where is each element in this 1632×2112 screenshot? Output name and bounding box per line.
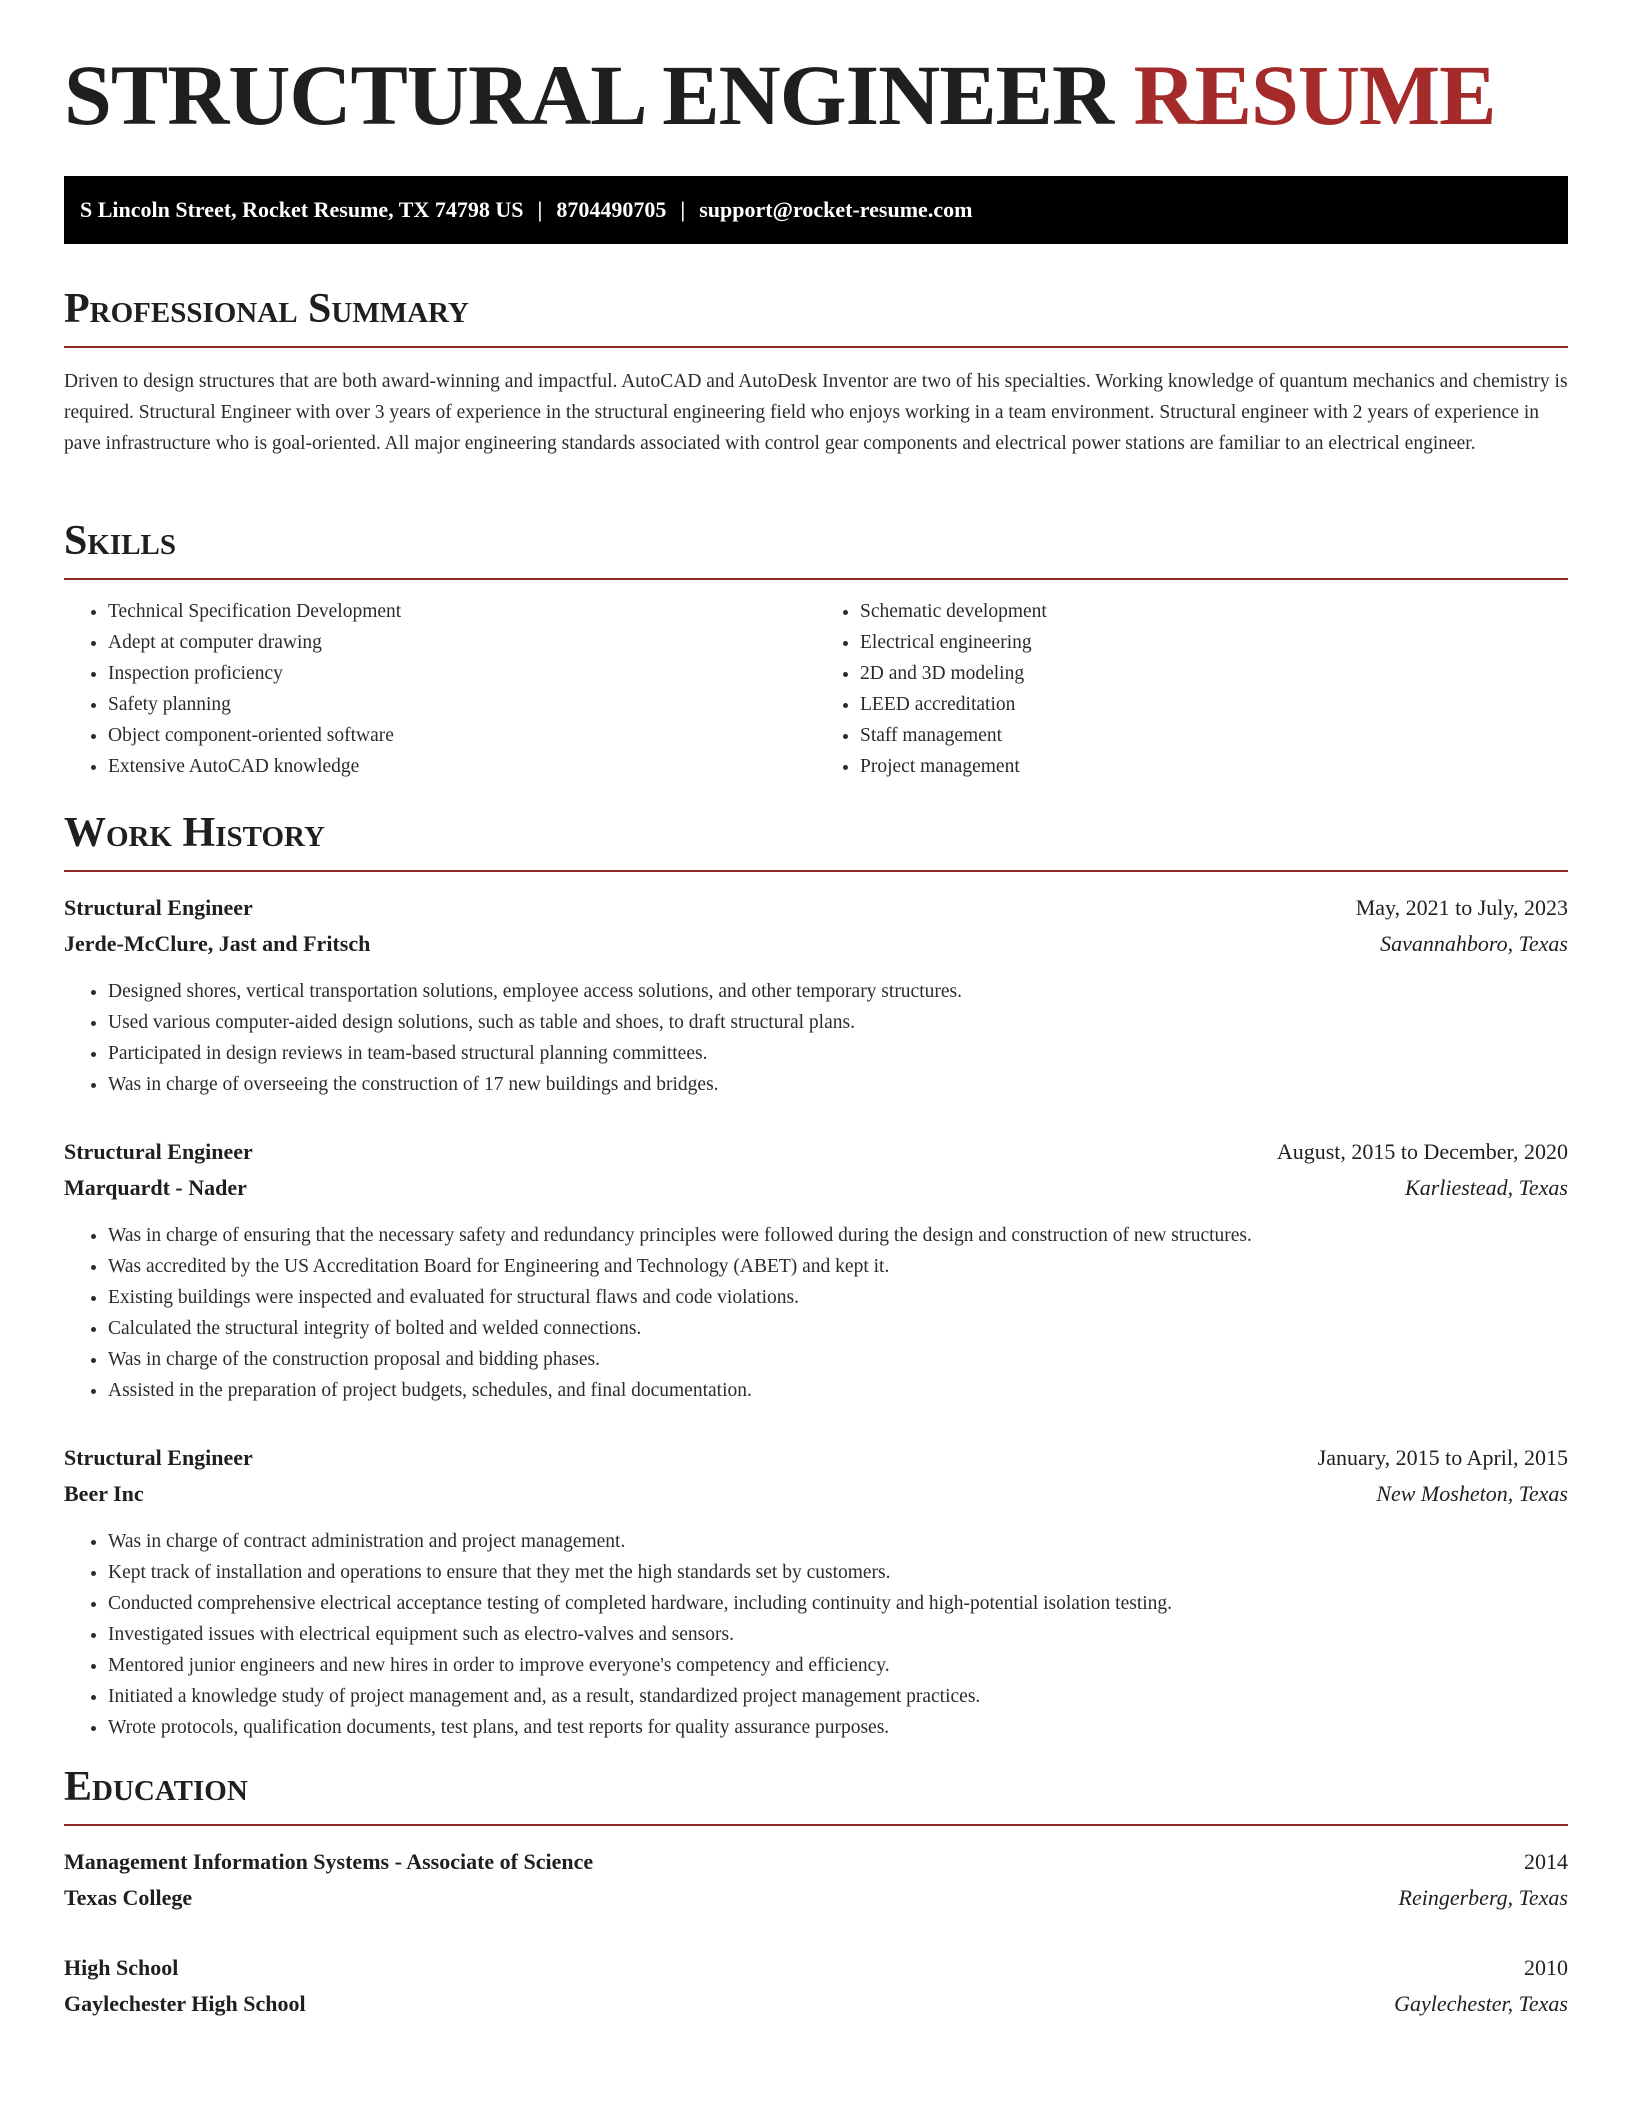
job-bullet: • Existing buildings were inspected and evaluated for structural flaws and code violations.: [108, 1282, 1568, 1313]
education-year: 2014: [1524, 1849, 1568, 1874]
skill-item: • Inspection proficiency: [108, 658, 816, 689]
job-entry: [64, 1134, 1568, 1406]
education-school-row: [64, 1880, 1568, 1916]
contact-email: support@rocket-resume.com: [699, 197, 973, 222]
job-location: Karliestead, Texas: [1405, 1175, 1568, 1200]
job-bullet: • Wrote protocols, qualification documents, test plans, and test reports for quality assurance purposes.: [108, 1712, 1568, 1743]
education-heading: Education: [64, 1766, 1568, 1826]
summary-heading: Professional Summary: [64, 288, 1568, 348]
job-company: Beer Inc: [64, 1481, 144, 1506]
skill-item: • Object component-oriented software: [108, 720, 816, 751]
skills-section: [64, 520, 1568, 782]
contact-address: S Lincoln Street, Rocket Resume, TX 74798 US: [80, 197, 524, 222]
education-location: Reingerberg, Texas: [1398, 1885, 1568, 1910]
education-entry: [64, 1844, 1568, 1916]
education-entry: [64, 1950, 1568, 2022]
job-company-row: [64, 1170, 1568, 1206]
job-title: Structural Engineer: [64, 1445, 253, 1470]
resume-title: [64, 47, 1496, 143]
education-location: Gaylechester, Texas: [1394, 1991, 1568, 2016]
contact-bar: [64, 176, 1568, 244]
job-company: Marquardt - Nader: [64, 1175, 247, 1200]
job-location: New Mosheton, Texas: [1376, 1481, 1568, 1506]
job-company: Jerde-McClure, Jast and Fritsch: [64, 931, 371, 956]
education-school: Texas College: [64, 1885, 193, 1910]
education-year: 2010: [1524, 1955, 1568, 1980]
contact-separator: |: [680, 197, 686, 222]
skill-item: • Extensive AutoCAD knowledge: [108, 751, 816, 782]
title-accent: RESUME: [1133, 47, 1496, 143]
contact-separator: |: [537, 197, 543, 222]
skill-item: • Adept at computer drawing: [108, 627, 816, 658]
skill-item: • Safety planning: [108, 689, 816, 720]
job-bullet: • Used various computer-aided design solutions, such as table and shoes, to draft structural plans.: [108, 1007, 1568, 1038]
job-dates: August, 2015 to December, 2020: [1276, 1139, 1568, 1164]
job-bullet: • Conducted comprehensive electrical acceptance testing of completed hardware, including continuity and high-potential isolation testing.: [108, 1588, 1568, 1619]
summary-section: [64, 288, 1568, 459]
skill-item: • Staff management: [860, 720, 1568, 751]
job-bullet: • Was in charge of overseeing the construction of 17 new buildings and bridges.: [108, 1069, 1568, 1100]
skills-heading: Skills: [64, 520, 1568, 580]
contact-phone: 8704490705: [556, 197, 667, 222]
job-bullet: • Investigated issues with electrical equipment such as electro-valves and sensors.: [108, 1619, 1568, 1650]
job-bullet: • Designed shores, vertical transportation solutions, employee access solutions, and other temporary structures.: [108, 976, 1568, 1007]
job-company-row: [64, 1476, 1568, 1512]
education-section: [64, 1766, 1568, 2022]
skills-list: [64, 596, 1568, 782]
job-bullet: • Assisted in the preparation of project budgets, schedules, and final documentation.: [108, 1375, 1568, 1406]
work-history-section: [64, 812, 1568, 1743]
skills-column-right: [816, 596, 1568, 782]
job-bullet: • Was in charge of the construction proposal and bidding phases.: [108, 1344, 1568, 1375]
education-school-row: [64, 1986, 1568, 2022]
job-entry: [64, 890, 1568, 1100]
job-header-row: [64, 1134, 1568, 1170]
job-bullet: • Participated in design reviews in team-based structural planning committees.: [108, 1038, 1568, 1069]
job-dates: January, 2015 to April, 2015: [1317, 1445, 1568, 1470]
education-degree: High School: [64, 1955, 179, 1980]
skill-item: • 2D and 3D modeling: [860, 658, 1568, 689]
job-title: Structural Engineer: [64, 895, 253, 920]
education-degree-row: [64, 1950, 1568, 1986]
summary-text: Driven to design structures that are both award-winning and impactful. AutoCAD and AutoDesk Inventor are two of his specialties. Working knowledge of quantum mechanics and chemistry is required. Structural Engineer with over 3 years of experience in the structural engineering field who enjoys working in a team environment. Structural engineer with 2 years of experience in pave infrastructure who is goal-oriented. All major engineering standards associated with control gear components and electrical power stations are familiar to an electrical engineer.: [64, 371, 1568, 454]
education-degree-row: [64, 1844, 1568, 1880]
education-school: Gaylechester High School: [64, 1991, 306, 2016]
job-header-row: [64, 890, 1568, 926]
skill-item: • Technical Specification Development: [108, 596, 816, 627]
job-bullet: • Mentored junior engineers and new hires in order to improve everyone's competency and efficiency.: [108, 1650, 1568, 1681]
job-company-row: [64, 926, 1568, 962]
job-title: Structural Engineer: [64, 1139, 253, 1164]
job-header-row: [64, 1440, 1568, 1476]
job-bullets: [64, 1220, 1568, 1406]
title-main: STRUCTURAL ENGINEER: [64, 47, 1114, 143]
job-bullet: • Was accredited by the US Accreditation Board for Engineering and Technology (ABET) and kept it.: [108, 1251, 1568, 1282]
job-location: Savannahboro, Texas: [1380, 931, 1568, 956]
skill-item: • LEED accreditation: [860, 689, 1568, 720]
skills-column-left: [64, 596, 816, 782]
skill-item: • Project management: [860, 751, 1568, 782]
job-bullet: • Was in charge of ensuring that the necessary safety and redundancy principles were followed during the design and construction of new structures.: [108, 1220, 1568, 1251]
job-bullets: [64, 976, 1568, 1100]
skill-item: • Schematic development: [860, 596, 1568, 627]
job-bullet: • Kept track of installation and operations to ensure that they met the high standards set by customers.: [108, 1557, 1568, 1588]
job-dates: May, 2021 to July, 2023: [1355, 895, 1568, 920]
job-bullets: [64, 1526, 1568, 1743]
job-entry: [64, 1440, 1568, 1743]
job-bullet: • Calculated the structural integrity of bolted and welded connections.: [108, 1313, 1568, 1344]
work-history-heading: Work History: [64, 812, 1568, 872]
job-bullet: • Was in charge of contract administration and project management.: [108, 1526, 1568, 1557]
education-degree: Management Information Systems - Associate of Science: [64, 1849, 594, 1874]
job-bullet: • Initiated a knowledge study of project management and, as a result, standardized project management practices.: [108, 1681, 1568, 1712]
skill-item: • Electrical engineering: [860, 627, 1568, 658]
